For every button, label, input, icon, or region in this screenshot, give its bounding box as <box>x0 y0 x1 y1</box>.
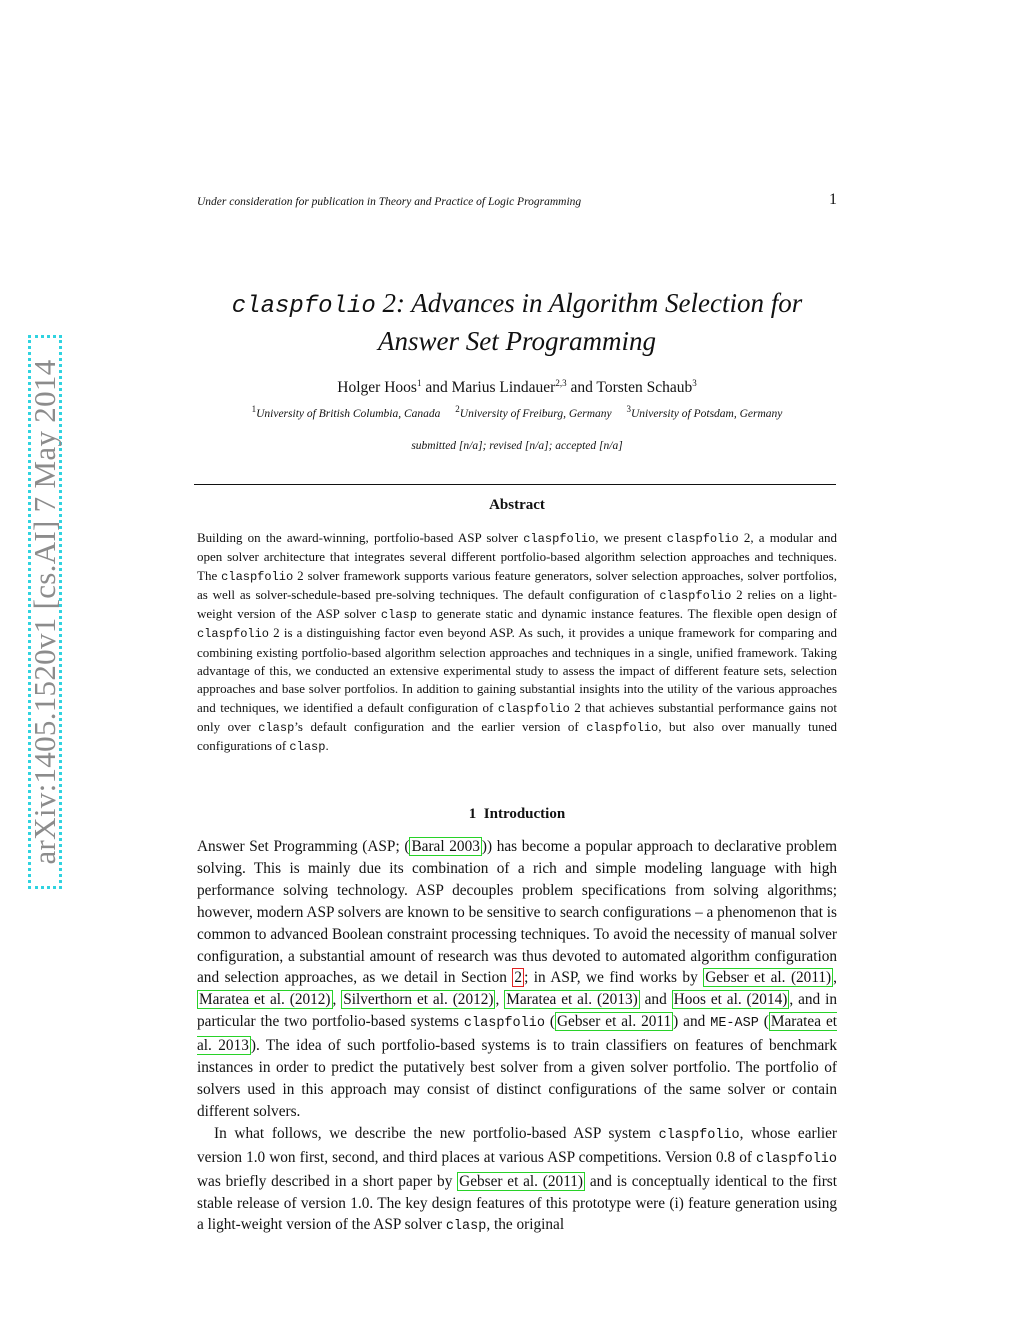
affiliations <box>197 404 837 420</box>
code-name: claspfolio <box>497 701 570 716</box>
citation-link[interactable]: Maratea et al. (2012) <box>199 991 331 1009</box>
paper-title <box>197 286 837 358</box>
title-system-name: claspfolio <box>231 293 376 320</box>
journal-note: Under consideration for publication in Theory and Practice of Logic Programming <box>197 196 582 208</box>
citation-link[interactable]: Gebser et al. 2011 <box>557 1013 672 1031</box>
section-ref-link[interactable]: 2 <box>514 969 523 987</box>
title-line-2: Answer Set Programming <box>378 326 656 356</box>
section-heading <box>197 806 837 823</box>
running-head <box>197 191 837 208</box>
code-name: ME-ASP <box>710 1016 759 1032</box>
citation-link[interactable]: Maratea et al. (2013) <box>506 991 638 1009</box>
code-name: claspfolio <box>523 532 596 546</box>
introduction-text <box>197 836 837 1238</box>
code-name: claspfolio <box>221 569 294 584</box>
abstract-text: Building on the award-winning, portfolio-based ASP solver claspfolio, we present claspfolio 2, a modular and open solver architecture that integrates several different portfolio-based algorithm selection approaches and techniques. The claspfolio 2 solver framework supports various feature generators, solver selection approaches, solver portfolios, as well as solver-schedule-based pre-solving techniques. The default configuration of claspfolio 2 relies on a light-weight version of the ASP solver clasp to generate static and dynamic instance features. The flexible open design of claspfolio 2 is a distinguishing factor even beyond ASP. As such, it provides a unique framework for comparing and combining existing portfolio-based algorithm selection approaches and techniques in a single, unified framework. Taking advantage of this, we conducted an extensive experimental study to assess the impact of different feature sets, selection approaches and base solver portfolios. In addition to gaining substantial insights into the utility of the various approaches and techniques, we identified a default configuration of claspfolio 2 that achieves substantial performance gains not only over clasp’s default configuration and the earlier version of claspfolio, but also over manually tuned configurations of clasp. <box>197 530 838 755</box>
horizontal-rule <box>194 484 836 485</box>
code-name: clasp <box>289 740 326 755</box>
author-name: Holger Hoos <box>337 379 417 397</box>
code-name: claspfolio <box>658 1127 740 1143</box>
affiliation: $^3$University of Potsdam, Germany <box>626 404 783 420</box>
code-name: claspfolio <box>666 532 739 546</box>
citation-link[interactable]: Maratea et al. 2013 <box>197 1013 837 1055</box>
paragraph: Answer Set Programming (ASP; ( Baral 2003 )) has become a popular approach to declarative problem solving. This is mainly due its combination of a rich and simple modeling language with high performance solving technology. ASP decouples problem specifications from solving algorithms; however, modern ASP solvers are known to be sensitive to search configurations – a phenomenon that is common to advanced Boolean constraint processing techniques. To avoid the necessity of manual solver configuration, a substantial amount of research was thus devoted to automated algorithm configuration and selection approaches, as we detail in Section 2 ; in ASP, we find works by Gebser et al. (2011) , Maratea et al. (2012) , Silverthorn et al. (2012) , Maratea et al. (2013) and Hoos et al. (2014) , and in particular the two portfolio-based systems claspfolio ( Gebser et al. 2011 ) and ME-ASP ( Maratea et al. 2013 ). The idea of such portfolio-based systems is to train classifiers on features of benchmark instances in order to predict the putatively best solver from a given solver portfolio. The portfolio of solvers used in this approach may consist of distinct configurations of the same solver or contain different solvers. <box>197 838 837 1120</box>
section-number: 1 <box>468 806 477 822</box>
author-affiliation-mark: 2,3 <box>555 378 567 388</box>
citation-link[interactable]: Gebser et al. (2011) <box>705 969 832 987</box>
code-name: claspfolio <box>659 588 732 603</box>
citation-link[interactable]: Gebser et al. (2011) <box>459 1172 584 1190</box>
code-name: claspfolio <box>755 1151 837 1167</box>
title-line-1: 2: Advances in Algorithm Selection for <box>375 288 803 318</box>
code-name: clasp <box>445 1219 487 1235</box>
code-name: clasp <box>380 608 417 623</box>
citation-link[interactable]: Silverthorn et al. (2012) <box>343 991 494 1009</box>
affiliation: $^2$University of Freiburg, Germany <box>455 404 612 420</box>
author-list <box>197 378 837 397</box>
citation-link[interactable]: Baral 2003 <box>411 838 480 855</box>
section-title: Introduction <box>483 806 566 822</box>
page-number: 1 <box>829 191 837 208</box>
author-affiliation-mark: 3 <box>692 378 697 388</box>
submission-status: submitted [n/a]; revised [n/a]; accepted [n/a] <box>411 440 623 452</box>
arxiv-stamp <box>28 335 62 889</box>
code-name: claspfolio <box>586 720 659 735</box>
code-name: claspfolio <box>463 1016 545 1032</box>
code-name: claspfolio <box>197 627 270 642</box>
author-name: and Torsten Schaub <box>566 379 693 397</box>
arxiv-identifier: arXiv:1405.1520v1 [cs.AI] 7 May 2014 <box>27 359 62 865</box>
abstract-heading: Abstract <box>489 497 545 513</box>
citation-link[interactable]: Hoos et al. (2014) <box>673 991 788 1009</box>
code-name: clasp <box>258 720 295 735</box>
affiliation: $^1$University of British Columbia, Canada <box>251 404 441 420</box>
paragraph: In what follows, we describe the new portfolio-based ASP system claspfolio, whose earlier version 1.0 won first, second, and third places at various ASP competitions. Version 0.8 of claspfolio was briefly described in a short paper by Gebser et al. (2011) and is conceptually identical to the first stable release of version 1.0. The key design features of this prototype were (i) feature generation using a light-weight version of the ASP solver clasp, the original <box>197 1124 837 1235</box>
author-name: and Marius Lindauer <box>421 379 556 397</box>
author-affiliation-mark: 1 <box>416 378 422 388</box>
